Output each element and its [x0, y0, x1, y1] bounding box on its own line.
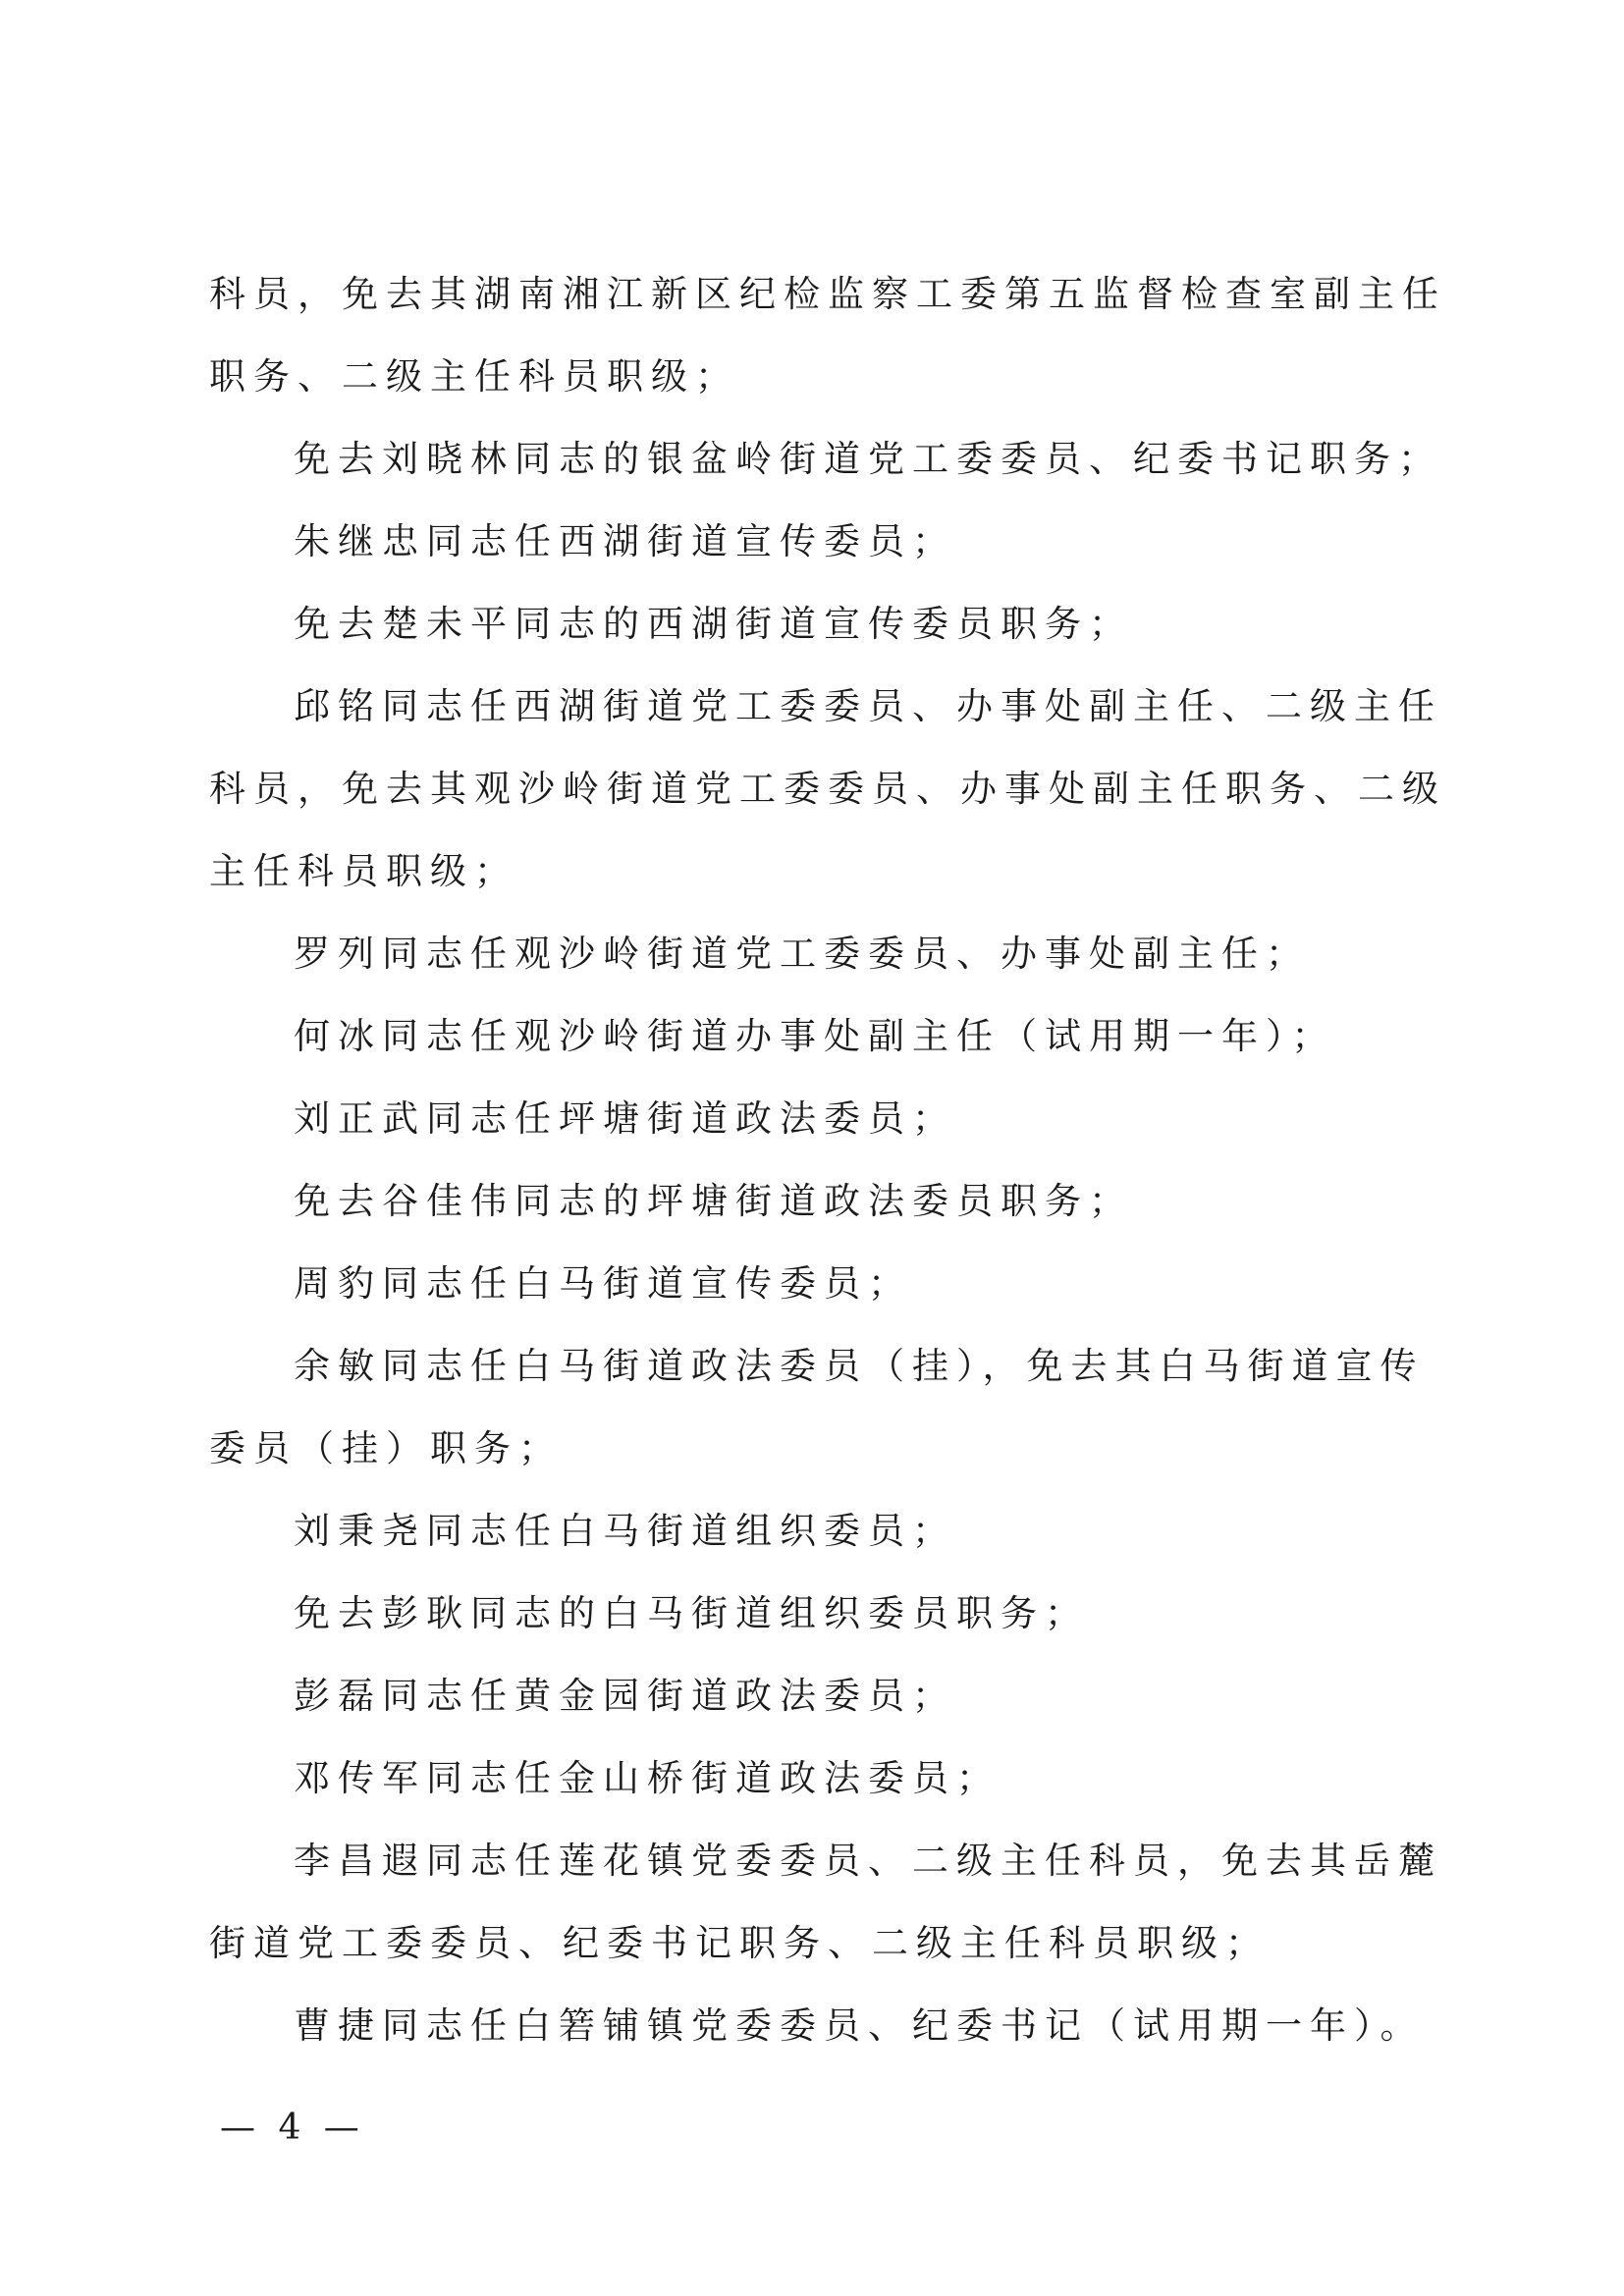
- paragraph-line: 职务、二级主任科员职级；: [209, 355, 739, 398]
- paragraph-line: 主任科员职级；: [209, 850, 518, 892]
- paragraph-line: 刘秉尧同志任白马街道组织委员；: [294, 1510, 956, 1552]
- paragraph-line: 科员，免去其观沙岭街道党工委委员、办事处副主任职务、二级: [209, 768, 1446, 810]
- paragraph-line: 罗列同志任观沙岭街道党工委委员、办事处副主任；: [294, 933, 1310, 975]
- paragraph-line: 余敏同志任白马街道政法委员（挂），免去其白马街道宣传: [294, 1345, 1425, 1387]
- paragraph-line: 邓传军同志任金山桥街道政法委员；: [294, 1757, 1001, 1799]
- paragraph-line: 免去谷佳伟同志的坪塘街道政法委员职务；: [294, 1180, 1133, 1222]
- paragraph-line: 朱继忠同志任西湖街道宣传委员；: [294, 520, 956, 562]
- paragraph-line: 刘正武同志任坪塘街道政法委员；: [294, 1097, 956, 1140]
- paragraph-line: 李昌遐同志任莲花镇党委委员、二级主任科员，免去其岳麓: [294, 1840, 1442, 1882]
- paragraph-line: 何冰同志任观沙岭街道办事处副主任（试用期一年）；: [294, 1015, 1336, 1057]
- document-body: [209, 253, 1446, 2067]
- paragraph-line: 免去刘晓林同志的银盆岭街道党工委委员、纪委书记职务；: [294, 438, 1442, 480]
- paragraph-line: 科员，免去其湖南湘江新区纪检监察工委第五监督检查室副主任: [209, 273, 1446, 315]
- paragraph-line: 周豹同志任白马街道宣传委员；: [294, 1262, 912, 1305]
- page-number: — 4 —: [220, 2108, 365, 2148]
- paragraph-line: 曹捷同志任白箬铺镇党委委员、纪委书记（试用期一年）。: [294, 2004, 1425, 2047]
- paragraph-line: 委员（挂）职务；: [209, 1427, 563, 1469]
- paragraph-line: 街道党工委委员、纪委书记职务、二级主任科员职级；: [209, 1922, 1270, 1964]
- paragraph-line: 彭磊同志任黄金园街道政法委员；: [294, 1675, 956, 1717]
- paragraph-line: 免去楚未平同志的西湖街道宣传委员职务；: [294, 603, 1133, 645]
- paragraph-line: 邱铭同志任西湖街道党工委委员、办事处副主任、二级主任: [294, 685, 1442, 727]
- paragraph-line: 免去彭耿同志的白马街道组织委员职务；: [294, 1592, 1089, 1634]
